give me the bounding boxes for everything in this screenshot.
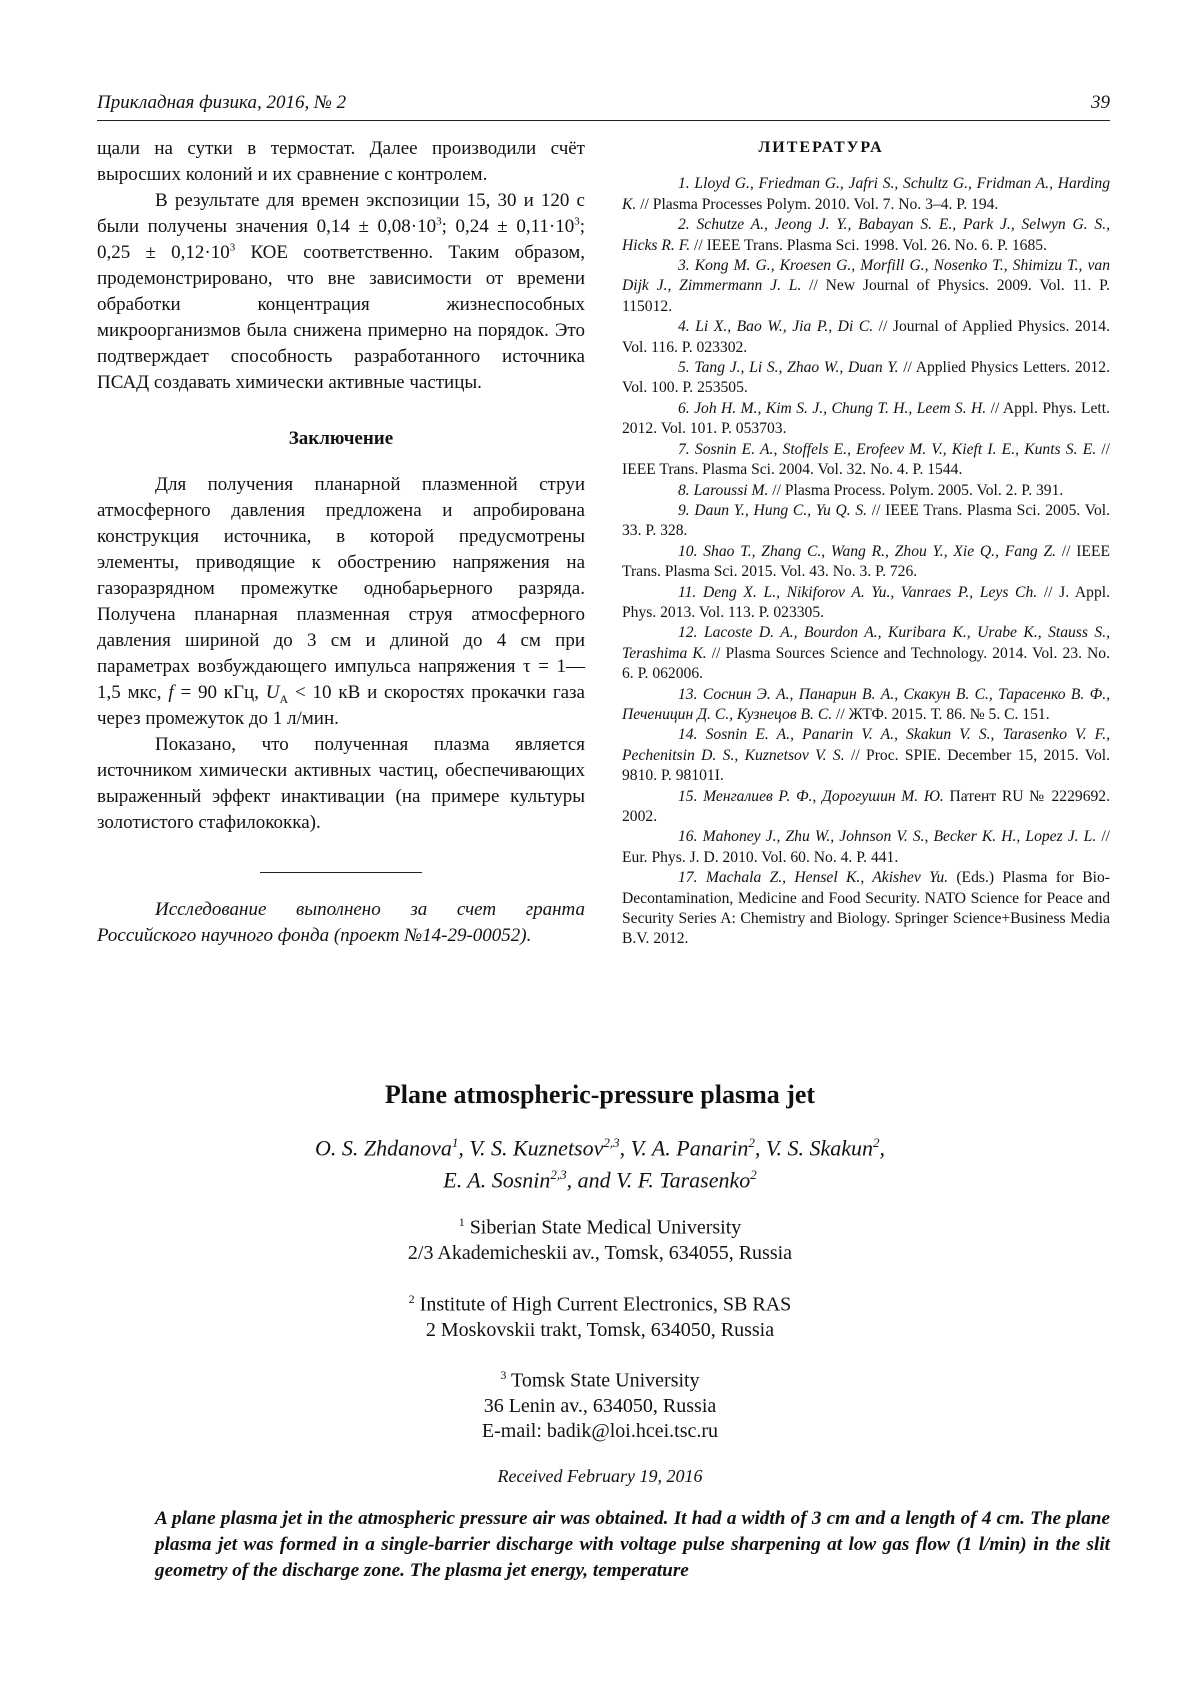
reference-source: // Eur. Phys. J. D. 2010. Vol. 60. No. 4. P. 441. <box>622 828 1110 866</box>
reference-authors: 2. Schutze A., Jeong J. Y., Babayan S. E., Park J., Selwyn G. S., Hicks R. F. <box>622 216 1110 254</box>
symbol-u: U <box>265 682 280 703</box>
reference-authors: 16. Mahoney J., Zhu W., Johnson V. S., Becker K. H., Lopez J. L. <box>678 828 1097 846</box>
author-name: O. S. Zhdanova <box>314 1135 452 1161</box>
paragraph-conclusion-2: Показано, что полученная плазма является источником химически активных частиц, обеспечивающих выраженный эффект инактивации (на примере культуры золотистого стафилококка). <box>97 734 585 833</box>
conclusion-heading: Заключение <box>288 428 394 449</box>
reference-source: // New Journal of Physics. 2009. Vol. 11. P. 115012. <box>622 277 1110 315</box>
author-affiliation-sup: 2,3 <box>550 1167 567 1183</box>
author-affiliation-sup: 2 <box>748 1135 755 1150</box>
author-name: , V. S. Kuznetsov <box>458 1135 604 1161</box>
results-text-d: КОЕ соответственно. Таким образом, продемонстрировано, что вне зависимости от времени обработки концентрация жизнеспособных микроорганизмов была снижена примерно на порядок. Это подтверждает способность разработанного источника ПСАД создавать химически активные частицы. <box>97 242 585 393</box>
reference-authors: 4. Li X., Bao W., Jia P., Di C. <box>678 318 874 336</box>
affiliation-1-name-line <box>0 1210 1200 1241</box>
reference-item <box>622 868 1110 950</box>
references-heading: ЛИТЕРАТУРА <box>758 139 884 156</box>
reference-item <box>622 827 1110 868</box>
reference-item <box>622 542 1110 583</box>
reference-source: (Eds.) Plasma for Bio-Decontamination, Medicine and Food Security. NATO Science for Peace and Security Series A: Chemistry and Biology. Springer Science+Business Media B.V. 2012. <box>622 869 1110 948</box>
reference-authors: 12. Lacoste D. A., Bourdon A., Kuribara K., Urabe K., Stauss S., Terashima K. <box>622 624 1110 662</box>
reference-item <box>622 623 1110 684</box>
reference-authors: 5. Tang J., Li S., Zhao W., Duan Y. <box>678 359 899 377</box>
conclusion-text-a: Для получения планарной плазменной струи атмосферного давления предложена и апробирована конструкция источника, в которой предусмотрены элементы, приводящие к обострению напряжения на газоразрядном промежутке однобарьерного разряда. Получена планарная плазменная струя атмосферного давления шириной до 3 см и длиной до 4 см при параметрах возбуждающего импульса напряжения τ = 1—1,5 мкс, <box>97 474 585 703</box>
results-text-c: ; 0,25 ± 0,12·10 <box>97 216 585 263</box>
reference-authors: 11. Deng X. L., Nikiforov A. Yu., Vanraes P., Leys Ch. <box>678 583 1038 601</box>
left-column <box>97 136 585 949</box>
reference-source: // Applied Physics Letters. 2012. Vol. 100. P. 253505. <box>622 359 1110 397</box>
reference-item <box>622 358 1110 399</box>
author-separator: , <box>879 1135 886 1161</box>
reference-authors: 15. Менгалиев Р. Ф., Дорогушин М. Ю. <box>678 787 944 805</box>
affiliation-1 <box>0 1210 1200 1266</box>
email-address: E-mail: badik@loi.hcei.tsc.ru <box>481 1419 719 1442</box>
reference-authors: 9. Daun Y., Hung C., Yu Q. S. <box>678 501 868 519</box>
reference-authors: 8. Laroussi M. <box>678 481 769 499</box>
paragraph-conclusion-1 <box>97 472 585 732</box>
reference-authors: 17. Machala Z., Hensel K., Akishev Yu. <box>678 869 949 887</box>
affiliation-name: Institute of High Current Electronics, SB RAS <box>414 1293 792 1316</box>
symbol-f: f <box>168 682 174 703</box>
reference-item <box>622 174 1110 215</box>
author-name: , V. S. Skakun <box>754 1135 874 1161</box>
reference-item <box>622 725 1110 786</box>
affiliation-name: Tomsk State University <box>506 1369 700 1392</box>
paragraph-continued: щали на сутки в термостат. Далее производили счёт выросших колоний и их сравнение с контролем. <box>97 138 585 185</box>
reference-authors: 13. Соснин Э. А., Панарин В. А., Скакун В. С., Тарасенко В. Ф., Печеницин Д. С., Кузнецов В. С. <box>622 685 1110 723</box>
reference-authors: 3. Kong M. G., Kroesen G., Morfill G., Nosenko T., Shimizu T., van Dijk J., Zimmermann J. L. <box>622 257 1110 295</box>
acknowledgement: Исследование выполнено за счет гранта Российского научного фонда (проект №14-29-00052). <box>97 899 585 946</box>
reference-item <box>622 215 1110 256</box>
reference-item <box>622 399 1110 440</box>
reference-source: // J. Appl. Phys. 2013. Vol. 113. P. 023305. <box>622 583 1110 621</box>
reference-item <box>622 317 1110 358</box>
exponent: 3 <box>436 215 442 228</box>
author-name: , and V. F. Tarasenko <box>566 1167 751 1193</box>
reference-source: // Plasma Process. Polym. 2005. Vol. 2. P. 391. <box>768 481 1064 499</box>
reference-authors: 14. Sosnin E. A., Panarin V. A., Skakun V. S., Tarasenko V. F., Pechenitsin D. S., Kuznetsov V. S. <box>622 726 1110 764</box>
page-number: 39 <box>1091 92 1110 113</box>
affiliation-2-name-line <box>0 1287 1200 1318</box>
reference-source: // Proc. SPIE. December 15, 2015. Vol. 9810. P. 98101I. <box>622 746 1111 785</box>
authors-line-2 <box>0 1161 1200 1193</box>
affiliation-2 <box>0 1287 1200 1343</box>
reference-source: // Plasma Processes Polym. 2010. Vol. 7. No. 3–4. P. 194. <box>636 195 999 213</box>
reference-authors: 1. Lloyd G., Friedman G., Jafri S., Schultz G., Fridman A., Harding K. <box>622 175 1110 213</box>
reference-item <box>622 481 1110 501</box>
references-column <box>622 138 1110 950</box>
references-list <box>622 174 1110 949</box>
author-affiliation-sup: 2 <box>750 1167 757 1183</box>
affiliation-sup: 1 <box>458 1215 465 1229</box>
author-name: , V. A. Panarin <box>619 1135 749 1161</box>
reference-authors: 6. Joh H. M., Kim S. J., Chung T. H., Leem S. H. <box>678 399 987 417</box>
footnote-divider <box>260 872 422 873</box>
author-affiliation-sup: 2,3 <box>603 1135 620 1150</box>
reference-item <box>622 440 1110 481</box>
reference-item <box>622 685 1110 726</box>
reference-source: // Appl. Phys. Lett. 2012. Vol. 101. P. 053703. <box>622 399 1110 438</box>
reference-source: // IEEE Trans. Plasma Sci. 2004. Vol. 32. No. 4. P. 1544. <box>622 440 1110 479</box>
english-title: Plane atmospheric-pressure plasma jet <box>384 1080 816 1109</box>
reference-source: // IEEE Trans. Plasma Sci. 1998. Vol. 26. No. 6. P. 1685. <box>690 236 1047 254</box>
affiliation-address: 2 Moskovskii trakt, Tomsk, 634050, Russia <box>425 1318 775 1341</box>
conclusion-text-c: < 10 кВ и скоростях прокачки газа через промежуток до 1 л/мин. <box>97 682 585 729</box>
affiliation-name: Siberian State Medical University <box>464 1216 742 1239</box>
author-name: E. A. Sosnin <box>443 1167 551 1193</box>
affiliation-sup: 3 <box>500 1368 507 1382</box>
reference-authors: 7. Sosnin E. A., Stoffels E., Erofeev M. V., Kieft I. E., Kunts S. E. <box>678 440 1097 458</box>
reference-item <box>622 583 1110 624</box>
abstract-text: A plane plasma jet in the atmospheric pressure air was obtained. It had a width of 3 cm and a length of 4 cm. The plane plasma jet was formed in a single-barrier discharge with voltage pulse sharpening at low gas flow (1 l/min) in the slit geometry of the discharge zone. The plasma jet energy, temperature <box>155 1508 1110 1581</box>
reference-source: // ЖТФ. 2015. Т. 86. № 5. С. 151. <box>832 705 1050 723</box>
exponent: 3 <box>229 241 236 254</box>
affiliation-address: 2/3 Akademicheskii av., Tomsk, 634055, Russia <box>407 1241 793 1264</box>
reference-item <box>622 256 1110 317</box>
reference-item <box>622 501 1110 542</box>
author-affiliation-sup: 2 <box>873 1135 880 1150</box>
results-text-b: ; 0,24 ± 0,11·10 <box>441 216 575 237</box>
received-date: Received February 19, 2016 <box>497 1466 703 1486</box>
author-affiliation-sup: 1 <box>451 1135 459 1150</box>
reference-source: // IEEE Trans. Plasma Sci. 2015. Vol. 43. No. 3. P. 726. <box>622 542 1110 581</box>
english-authors <box>0 1129 1200 1194</box>
reference-source: // Journal of Applied Physics. 2014. Vol. 116. P. 023302. <box>622 318 1110 356</box>
results-text-a: В результате для времен экспозиции 15, 30 и 120 с были получены значения 0,14 ± 0,08·10 <box>97 190 585 237</box>
running-header <box>97 90 1110 121</box>
conclusion-text-b: = 90 кГц, <box>173 682 266 703</box>
exponent: 3 <box>574 215 580 228</box>
affiliation-3 <box>0 1363 1200 1444</box>
reference-authors: 10. Shao T., Zhang C., Wang R., Zhou Y., Xie Q., Fang Z. <box>678 542 1057 560</box>
affiliation-3-name-line <box>0 1363 1200 1394</box>
reference-source: Патент RU № 2229692. 2002. <box>622 787 1110 825</box>
reference-item <box>622 787 1110 828</box>
affiliation-sup: 2 <box>408 1292 415 1306</box>
reference-source: // IEEE Trans. Plasma Sci. 2005. Vol. 33. P. 328. <box>622 501 1111 540</box>
subscript-a: A <box>279 691 289 706</box>
paragraph-results <box>97 188 585 396</box>
affiliation-address: 36 Lenin av., 634050, Russia <box>483 1394 717 1417</box>
authors-line-1 <box>0 1129 1200 1161</box>
reference-source: // Plasma Sources Science and Technology. 2014. Vol. 23. No. 6. P. 062006. <box>622 644 1110 683</box>
journal-title: Прикладная физика, 2016, № 2 <box>97 92 347 113</box>
